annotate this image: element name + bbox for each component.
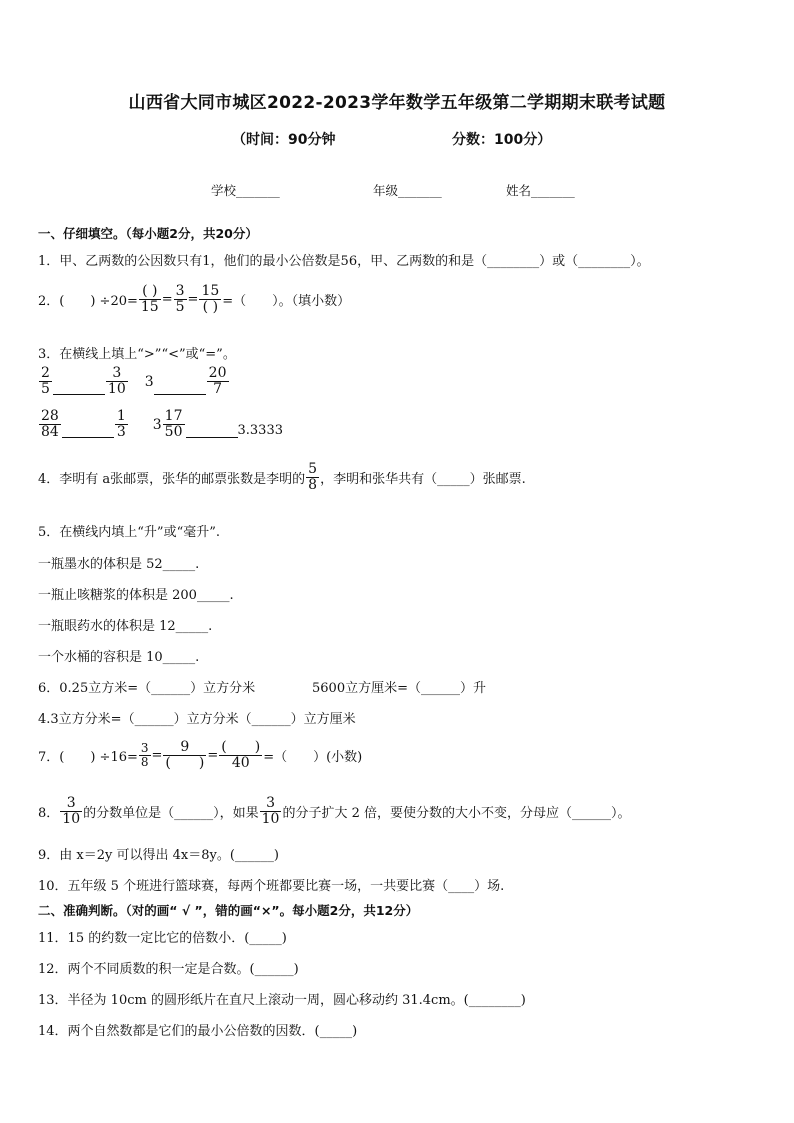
answer-blank[interactable]: [186, 425, 238, 438]
name-field[interactable]: 姓名_______: [506, 183, 575, 198]
q5-item-b: 一瓶止咳糖浆的体积是 200_____.: [38, 588, 234, 603]
section-heading: 一、仔细填空。（每小题2分，共20分）: [38, 226, 258, 241]
q3-value-h: 3.3333: [237, 423, 283, 439]
q2-suffix: =（ ）。（填小数）: [222, 294, 351, 310]
q3-fraction-a: $\frac{2}{5}$: [41, 365, 50, 398]
q3-fraction-f: $\frac{1}{3}$: [116, 408, 126, 441]
question-2: [38, 284, 350, 316]
answer-blank[interactable]: [53, 382, 105, 395]
exam-time: （时间：90分钟: [232, 132, 336, 148]
q7-fraction-1: $\frac{3}{8}$: [140, 741, 149, 770]
q5-item-c: 一瓶眼药水的体积是 12_____.: [38, 619, 213, 634]
q5-item-a: 一瓶墨水的体积是 52_____.: [38, 557, 200, 572]
equals-sign: =: [161, 292, 173, 308]
question-14: 14．两个自然数都是它们的最小公倍数的因数．(_____): [38, 1024, 358, 1039]
equals-sign: =: [187, 292, 199, 308]
question-11: 11．15 的约数一定比它的倍数小．(_____): [38, 931, 287, 946]
q6-item-a: 6．0.25立方米=（______）立方分米: [38, 681, 256, 696]
question-3: 3．在横线上填上“>”“<”或“=”。: [38, 347, 236, 362]
q3-fraction-b: $\frac{3}{10}$: [107, 365, 126, 398]
q3-row-2: [38, 409, 283, 441]
question-8: [38, 796, 631, 828]
q3-fraction-d: $\frac{20}{7}$: [208, 365, 227, 398]
section-heading: 二、准确判断。（对的画“ √ ”，错的画“×”。每小题2分，共12分）: [38, 903, 419, 918]
q8-fraction-1: $\frac{3}{10}$: [62, 795, 81, 828]
q5-item-d: 一个水桶的容积是 10_____.: [38, 650, 200, 665]
q6-item-b: 5600立方厘米=（______）升: [312, 681, 486, 696]
equals-sign: =: [207, 748, 219, 764]
q7-prefix: 7．( ) ÷16=: [38, 750, 138, 766]
q3-mixed-int: 3: [152, 416, 162, 433]
q7-fraction-2: $\frac{9}{( )}$: [165, 739, 205, 772]
q2-prefix: 2．( ) ÷20=: [38, 294, 138, 310]
q7-fraction-3: $\frac{( )}{40}$: [221, 739, 261, 772]
q8-text: 的分数单位是（______），如果: [83, 806, 259, 822]
q7-suffix: =（ ）(小数): [263, 750, 363, 766]
question-10: 10．五年级 5 个班进行篮球赛，每两个班都要比赛一场，一共要比赛（____）场.: [38, 879, 505, 894]
grade-field[interactable]: 年级_______: [373, 183, 442, 198]
question-4: [38, 462, 526, 494]
q4-text-end: ，李明和张华共有（_____）张邮票.: [320, 472, 526, 488]
q2-fraction-1: $\frac{( )}{15}$: [140, 283, 159, 316]
question-9: 9．由 x＝2y 可以得出 4x＝8y。(______): [38, 848, 279, 863]
q6-item-c: 4.3立方分米=（______）立方分米（______）立方厘米: [38, 712, 356, 727]
q2-fraction-2: $\frac{3}{5}$: [175, 283, 185, 316]
q3-fraction-e: $\frac{28}{84}$: [41, 408, 59, 441]
q8-text-end: 的分子扩大 2 倍，要使分数的大小不变，分母应（______）。: [282, 806, 631, 822]
question-5: 5．在横线内填上“升”或“毫升”.: [38, 525, 220, 540]
q3-value-c: 3: [144, 373, 154, 390]
answer-blank[interactable]: [154, 382, 206, 395]
exam-score: 分数：100分）: [452, 132, 552, 148]
q3-row-1: [38, 366, 230, 398]
question-1: 1．甲、乙两数的公因数只有1，他们的最小公倍数是56，甲、乙两数的和是（________）或（________）。: [38, 254, 650, 269]
question-13: 13．半径为 10cm 的圆形纸片在直尺上滚动一周，圆心移动约 31.4cm。(________): [38, 993, 526, 1008]
q4-fraction: $\frac{5}{8}$: [308, 461, 318, 494]
question-12: 12．两个不同质数的积一定是合数。(______): [38, 962, 299, 977]
question-7: [38, 740, 362, 772]
page-title: 山西省大同市城区2022-2023学年数学五年级第二学期期末联考试题: [128, 93, 666, 113]
q8-fraction-2: $\frac{3}{10}$: [261, 795, 280, 828]
answer-blank[interactable]: [62, 425, 114, 438]
school-field[interactable]: 学校_______: [211, 183, 280, 198]
equals-sign: =: [151, 748, 163, 764]
q3-fraction-g: $\frac{17}{50}$: [164, 408, 183, 441]
q8-number: 8．: [38, 806, 60, 822]
q4-text: 4．李明有 a张邮票，张华的邮票张数是李明的: [38, 472, 306, 488]
q2-fraction-3: $\frac{15}{( )}$: [201, 283, 220, 316]
